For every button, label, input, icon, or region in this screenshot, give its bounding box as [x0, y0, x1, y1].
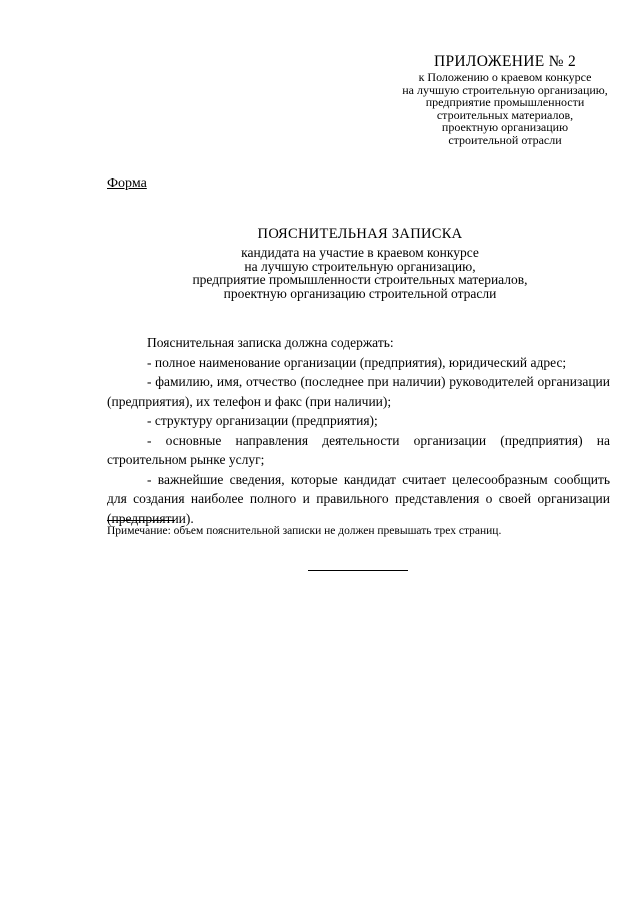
appendix-title: ПРИЛОЖЕНИЕ № 2 [433, 53, 577, 70]
footnote: Примечание: объем пояснительной записки не должен превышать трех страниц. [107, 525, 502, 537]
appendix-line: строительной отрасли [448, 132, 562, 147]
appendix-line: проектную организацию [441, 120, 569, 135]
body-text [107, 333, 610, 528]
heading-line: кандидата на участие в краевом конкурсе [241, 245, 479, 260]
appendix-block [380, 53, 630, 147]
heading-line: проектную организацию строительной отрасли [223, 285, 497, 301]
document-heading [120, 225, 600, 300]
body-paragraph: Пояснительная записка должна содержать: [147, 335, 394, 350]
appendix-line: на лучшую строительную организацию, [402, 82, 608, 97]
body-paragraph: - фамилию, имя, отчество (последнее при наличии) руководителей организации (предприятия), их телефон и факс (при наличии); [107, 374, 610, 409]
end-line [308, 570, 408, 571]
note-separator-line [107, 520, 175, 521]
appendix-line: к Положению о краевом конкурсе [418, 70, 592, 84]
body-paragraph: - основные направления деятельности организации (предприятия) на строительном рынке услуг; [107, 432, 610, 467]
heading-line: предприятие промышленности строительных материалов, [192, 272, 528, 287]
body-paragraph: - важнейшие сведения, которые кандидат считает целесообразным сообщить для создания наиболее полного и правильного представления о своей организации (предприятии). [107, 471, 610, 526]
body-paragraph: - структуру организации (предприятия); [147, 413, 378, 428]
appendix-line: предприятие промышленности [425, 95, 585, 110]
body-paragraph: - полное наименование организации (предприятия), юридический адрес; [147, 354, 567, 370]
form-label: Форма [107, 176, 147, 191]
heading-line: на лучшую строительную организацию, [244, 258, 476, 274]
document-title: ПОЯСНИТЕЛЬНАЯ ЗАПИСКА [257, 226, 463, 242]
appendix-line: строительных материалов, [436, 107, 574, 122]
